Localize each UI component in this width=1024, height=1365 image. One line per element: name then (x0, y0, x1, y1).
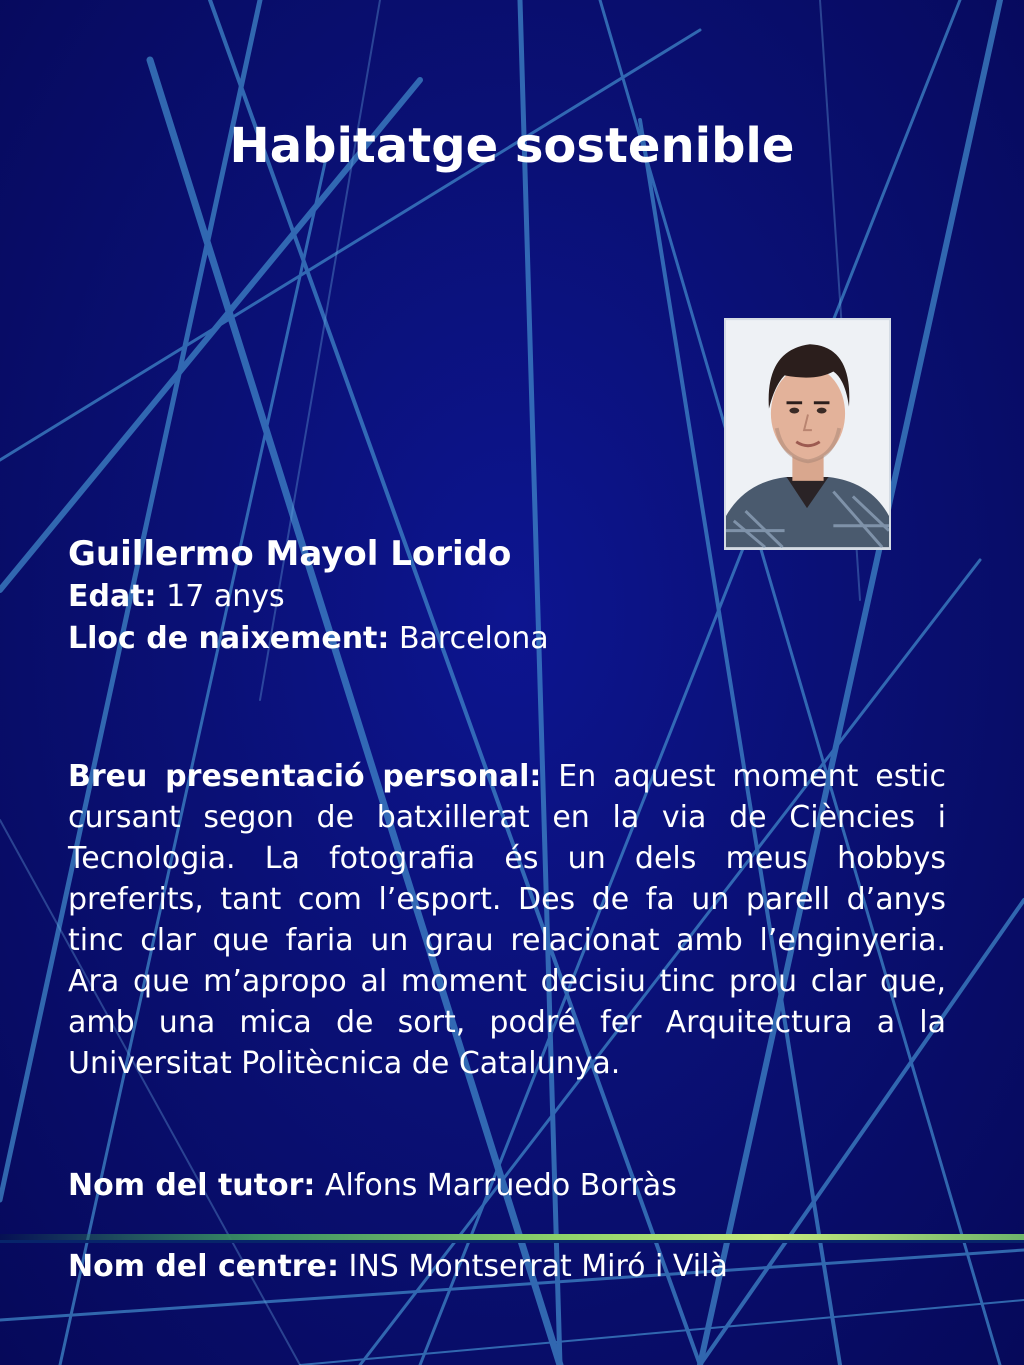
age-label: Edat: (68, 579, 157, 614)
tutor-label: Nom del tutor: (68, 1168, 316, 1203)
portrait-photo (724, 318, 891, 550)
birthplace-value: Barcelona (398, 621, 549, 656)
birthplace-label: Lloc de naixement: (68, 621, 390, 656)
presentation-text: En aquest moment estic cursant segon de batxillerat en la via de Ciències i Tecnologia. La fotografia és un dels meus hobbys preferits, tant com l’esport. Des de fa un parell d’anys tinc clar que faria un grau relacionat amb l’enginyeria. Ara que m’apropo al moment decisiu tinc prou clar que, amb una mica de sort, podré fer Arquitectura a la Universitat Politècnica de Catalunya. (68, 759, 946, 1081)
slide-title: Habitatge sostenible (229, 118, 795, 174)
person-name: Guillermo Mayol Lorido (68, 534, 512, 574)
tutor-value: Alfons Marruedo Borràs (324, 1168, 677, 1203)
centre-label: Nom del centre: (68, 1249, 339, 1284)
age-value: 17 anys (166, 579, 285, 614)
centre-value: INS Montserrat Miró i Vilà (348, 1249, 728, 1284)
birthplace-line (68, 618, 948, 660)
divider-rule-shadow (0, 1240, 1024, 1243)
tutor-line (68, 1165, 948, 1207)
personal-presentation (68, 756, 946, 1084)
centre-line (68, 1246, 948, 1288)
age-line (68, 576, 948, 618)
personal-info (68, 532, 948, 660)
student-portrait-icon (726, 320, 889, 548)
presentation-label: Breu presentació personal: (68, 759, 542, 794)
